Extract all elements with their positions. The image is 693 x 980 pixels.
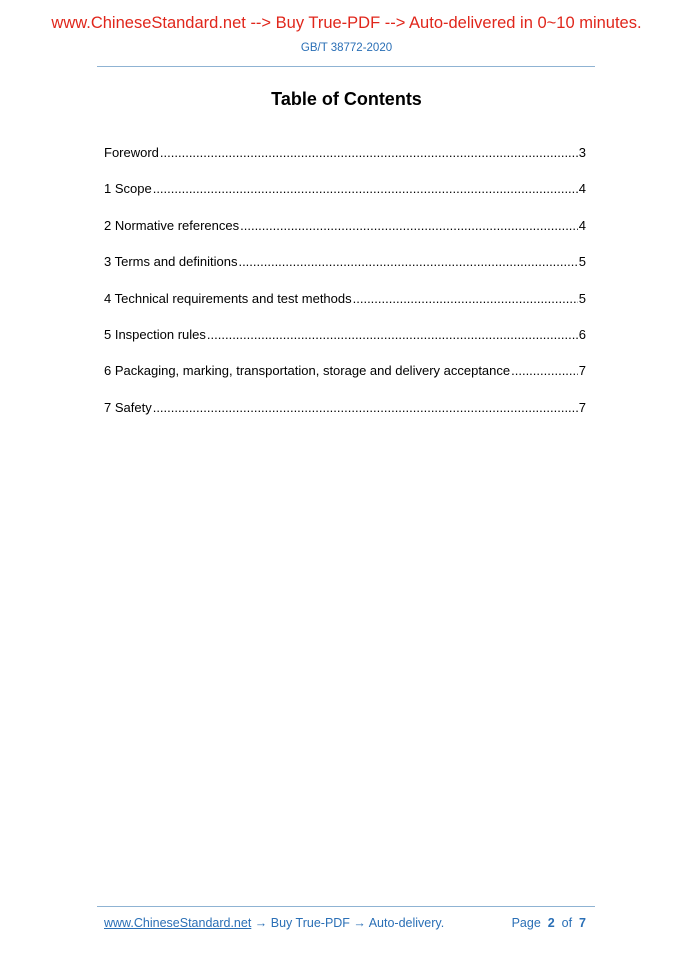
toc-entry-terms-definitions[interactable]: [104, 254, 586, 290]
toc-entry-page: 6: [578, 326, 586, 342]
toc-entry-label: 7 Safety: [104, 399, 152, 415]
toc-entry-page: 5: [578, 290, 586, 306]
footer-tagline: → Buy True-PDF → Auto-delivery.: [251, 916, 445, 930]
toc-entry-foreword[interactable]: [104, 145, 586, 181]
page-footer: [104, 916, 586, 930]
footer-site-link[interactable]: www.ChineseStandard.net: [104, 916, 252, 930]
toc-entry-label: 4 Technical requirements and test methods: [104, 290, 352, 306]
toc-dot-leader: [207, 327, 578, 342]
toc-entry-label: 5 Inspection rules: [104, 326, 206, 342]
toc-entry-page: 7: [578, 399, 586, 415]
page-title: Table of Contents: [271, 89, 422, 109]
toc-entry-technical-requirements[interactable]: [104, 291, 586, 327]
toc-entry-label: 6 Packaging, marking, transportation, storage and delivery acceptance: [104, 363, 511, 379]
current-page-number: 2: [547, 916, 555, 930]
toc-entry-safety[interactable]: [104, 400, 586, 436]
toc-entry-page: 4: [578, 217, 586, 233]
toc-list: [104, 145, 586, 436]
toc-entry-scope[interactable]: [104, 181, 586, 217]
toc-entry-label: 3 Terms and definitions: [104, 254, 238, 270]
page-word: Page: [511, 916, 541, 930]
page-indicator: [512, 916, 586, 930]
toc-dot-leader: [153, 400, 578, 415]
footer-promo: [104, 916, 444, 930]
toc-entry-normative-references[interactable]: [104, 218, 586, 254]
toc-dot-leader: [153, 181, 578, 196]
toc-entry-page: 4: [578, 181, 586, 197]
toc-entry-page: 7: [578, 363, 586, 379]
toc-dot-leader: [238, 254, 577, 269]
footer-divider: [97, 906, 595, 907]
header-divider: [97, 66, 595, 67]
total-pages-number: 7: [579, 916, 586, 930]
toc-dot-leader: [511, 363, 578, 378]
toc-dot-leader: [240, 218, 578, 233]
toc-entry-page: 5: [578, 254, 586, 270]
toc-entry-page: 3: [578, 145, 586, 160]
of-word: of: [561, 916, 573, 930]
toc-dot-leader: [353, 291, 578, 306]
toc-entry-label: 2 Normative references: [104, 217, 240, 233]
toc-entry-label: Foreword: [104, 145, 159, 160]
toc-entry-packaging[interactable]: [104, 363, 586, 399]
toc-entry-inspection-rules[interactable]: [104, 327, 586, 363]
standard-code: GB/T 38772-2020: [300, 42, 393, 54]
promo-banner: www.ChineseStandard.net --> Buy True-PDF --> Auto-delivered in 0~10 minutes.: [51, 14, 642, 32]
toc-dot-leader: [160, 145, 578, 160]
toc-entry-label: 1 Scope: [104, 181, 152, 197]
